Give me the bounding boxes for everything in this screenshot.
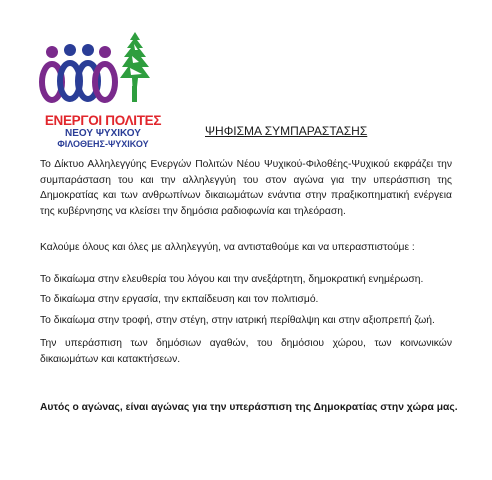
organization-logo: [38, 26, 168, 149]
list-item: Το δικαίωμα στην ελευθερία του λόγου και την ανεξάρτητη, δημοκρατική ενημέρωση.: [40, 274, 424, 285]
document-title: ΨΗΦΙΣΜΑ ΣΥΜΠΑΡΑΣΤΑΣΗΣ: [205, 124, 368, 138]
people-tree-logo-icon: [38, 26, 168, 116]
intro-paragraph: Το Δίκτυο Αλληλεγγύης Ενεργών Πολιτών Νέου Ψυχικού-Φιλοθέης-Ψυχικού εκφράζει την συμπαράσταση του και την αλληλεγγύη του στον αγώνα για την υπεράσπιση της Δημοκρατίας και των ανθρωπίνων δικαιωμάτων ενάντια στην πραξικοπηματική ενέργεια της κυβέρνησης να κλείσει την δημόσια ραδιοφωνία και τηλεόραση.: [40, 159, 452, 217]
list-item: Το δικαίωμα στην εργασία, την εκπαίδευση και τον πολιτισμό.: [40, 294, 319, 305]
logo-subtitle-1: ΝΕΟΥ ΨΥΧΙΚΟΥ: [65, 128, 141, 139]
closing-statement: Αυτός ο αγώνας, είναι αγώνας για την υπεράσπιση της Δημοκρατίας στην χώρα μας.: [40, 402, 458, 413]
list-item: Το δικαίωμα στην τροφή, στην στέγη, στην ιατρική περίθαλψη και στην αξιοπρεπή ζωή.: [40, 315, 435, 326]
call-paragraph: Καλούμε όλους και όλες με αλληλεγγύη, να αντισταθούμε και να υπερασπιστούμε :: [40, 242, 415, 253]
logo-organization-name: ΕΝΕΡΓΟΙ ΠΟΛΙΤΕΣ: [44, 113, 162, 128]
list-item: Την υπεράσπιση των δημόσιων αγαθών, του δημόσιου χώρου, των κοινωνικών δικαιωμάτων και κατακτήσεων.: [40, 338, 452, 365]
logo-subtitle-2: ΦΙΛΟΘΕΗΣ-ΨΥΧΙΚΟΥ: [57, 139, 149, 149]
